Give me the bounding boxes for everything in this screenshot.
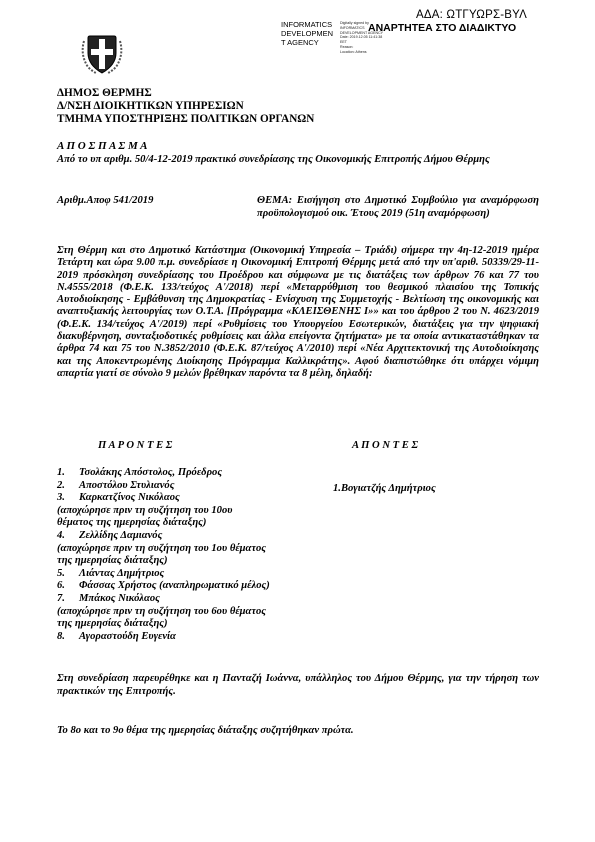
list-item: 8. Αγοραστούδη Ευγενία — [57, 630, 176, 642]
list-item-note: (αποχώρησε πριν τη συζήτηση του 1ου θέματος της ημερησίας διάταξης) — [57, 542, 266, 567]
intro-text: Στη Θέρμη και στο Δημοτικό Κατάστημα (Οικονομική Υπηρεσία – Τριάδι) σήμερα την 4η-12-2019 ημέρα Τετάρτη και ώρα 9.00 π.μ. συνεδρίασε η Οικονομική Επιτροπή Θέρμης μετά από την υπ'αριθ. 50339/29-11-2019 πρόσκληση συνεδρίασης του Προέδρου και σύμφωνα με τις διατάξεις των άρθρων 76 και 77 του Ν.4555/2018 (Φ.Ε.Κ. 133/τεύχος Α'/2018) περί «Μεταρρύθμιση του θεσμικού πλαισίου της Τοπικής Αυτοδιοίκησης - Εμβάθυνση της Δημοκρατίας - Ενίσχυση της Συμμετοχής - Βελτίωση της οικονομικής και αναπτυξιακής λειτουργίας των Ο.Τ.Α. [Πρόγραμμα «ΚΛΕΙΣΘΕΝΗΣ Ι»» και του άρθρου 2 του Ν. 4623/2019 (Φ.Ε.Κ. 134/τεύχος Α'/2019) περί «Ρυθμίσεις του Υπουργείου Εσωτερικών, διατάξεις για την ψηφιακή διακυβέρνηση, συνταξιοδοτικές ρυθμίσεις και άλλα επείγοντα ζητήματα» με τα οποία αντικαταστάθηκαν τα άρθρα 74 και 75 του Ν.3852/2010 (Φ.Ε.Κ. 87/τεύχος Α'/2010) περί «Νέα Αρχιτεκτονική της Αυτοδιοίκησης και της Αποκεντρωμένης Διοίκησης Πρόγραμμα Καλλικράτης». Αφού διαπιστώθηκε ότι υπάρχει νόμιμη απαρτία γιατί σε σύνολο 9 μελών βρέθηκαν παρόντα τα 8 μέλη, δηλαδή: — [57, 245, 539, 379]
subject-text: Εισήγηση στο Δημοτικό Συμβούλιο για αναμόρφωση προϋπολογισμού οικ. Έτους 2019 (51η αναμόρφωση) — [257, 195, 539, 219]
excerpt-paragraph: Από το υπ αριθμ. 50/4-12-2019 πρακτικό συνεδρίασης της Οικονομικής Επιτροπής Δήμου Θέρμης — [57, 154, 490, 165]
stamp-line: DEVELOPMEN — [281, 29, 334, 38]
excerpt-text — [57, 154, 539, 167]
list-item: 2. Αποστόλου Στυλιανός — [57, 479, 175, 491]
municipality-name: ΔΗΜΟΣ ΘΕΡΜΗΣ — [57, 87, 152, 99]
subject-label: ΘΕΜΑ: — [257, 195, 293, 206]
signature-detail-line: Location: Athens — [340, 49, 367, 54]
present-list — [57, 467, 317, 643]
signature-detail-line: EET — [340, 40, 347, 45]
attendance-note-text: Στη συνεδρίαση παρευρέθηκε και η Πανταζή Ιωάννα, υπάλληλος του Δήμου Θέρμης, για την τήρηση των πρακτικών της Επιτροπής. — [57, 673, 539, 697]
signature-detail-line: Digitally signed by — [340, 21, 369, 25]
order-note: Το 8ο και το 9ο θέμα της ημερησίας διάταξης συζητήθηκαν πρώτα. — [57, 725, 354, 736]
signature-detail-line: Reason: — [340, 44, 354, 49]
ada-code: ΑΔΑ: ΩΤΓΥΩΡΣ-ΒΥΛ — [416, 9, 528, 21]
excerpt-title: Α Π Ο Σ Π Α Σ Μ Α — [57, 140, 148, 152]
list-item-note: (αποχώρησε πριν τη συζήτηση του 6ου θέματος της ημερησίας διάταξης) — [57, 605, 266, 630]
decision-subject — [257, 195, 539, 220]
list-item: 1. Τσολάκης Απόστολος, Πρόεδρος — [57, 467, 223, 478]
decision-number: Αριθμ.Αποφ 541/2019 — [57, 195, 154, 206]
list-item: 7. Μπάκος Νικόλαος — [57, 592, 160, 604]
present-title: Π Α Ρ Ο Ν Τ Ε Σ — [98, 440, 173, 451]
list-item: 6. Φάσσας Χρήστος (αναπληρωματικό μέλος) — [57, 580, 270, 592]
intro-paragraph — [57, 245, 539, 380]
department-name: ΤΜΗΜΑ ΥΠΟΣΤΗΡΙΞΗΣ ΠΟΛΙΤΙΚΩΝ ΟΡΓΑΝΩΝ — [57, 113, 315, 125]
stamp-line: INFORMATICS — [281, 20, 333, 29]
absent-title: Α Π Ο Ν Τ Ε Σ — [352, 440, 419, 451]
coat-of-arms-emblem — [78, 29, 126, 77]
list-item: 3. Καρκατζίνος Νικόλαος — [57, 492, 180, 504]
signature-detail-line: INFORMATICS — [340, 25, 365, 30]
list-item: 4. Ζελλίδης Δαμιανός — [57, 529, 163, 541]
signature-detail-line: DEVELOPMENT AGENCY — [340, 30, 384, 35]
directorate-name: Δ/ΝΣΗ ΔΙΟΙΚΗΤΙΚΩΝ ΥΠΗΡΕΣΙΩΝ — [57, 100, 244, 112]
stamp-line: T AGENCY — [281, 38, 319, 47]
absent-list-item: 1.Βογιατζής Δημήτριος — [333, 483, 436, 494]
list-item: 5. Λιάντας Δημήτριος — [57, 567, 165, 579]
posted-online-label: ΑΝΑΡΤΗΤΕΑ ΣΤΟ ΔΙΑΔΙΚΤΥΟ — [368, 22, 517, 34]
list-item-note: (αποχώρησε πριν τη συζήτηση του 10ου θέματος της ημερησίας διάταξης) — [57, 504, 233, 529]
signature-detail-line: Date: 2019.12.05 11:41:38 — [340, 35, 383, 40]
attendance-note — [57, 673, 539, 698]
